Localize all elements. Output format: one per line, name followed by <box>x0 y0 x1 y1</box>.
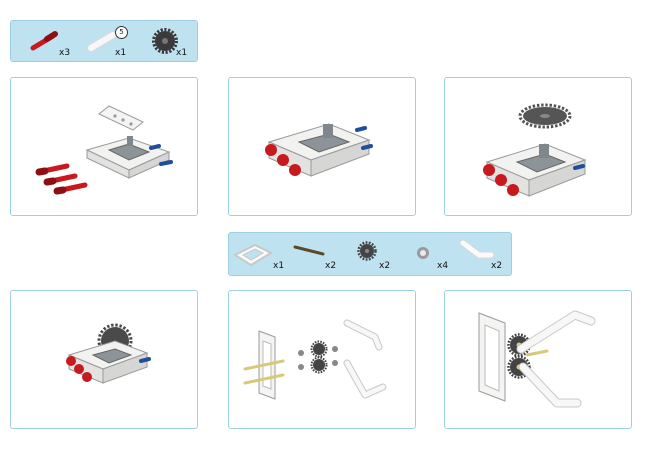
axle <box>527 351 547 355</box>
angled-beam-icon <box>463 243 491 255</box>
blue-pin <box>151 146 159 148</box>
parts-list-2 <box>228 232 512 276</box>
red-pins <box>39 166 85 191</box>
square-frame-icon <box>235 245 271 265</box>
white-beam-icon <box>91 35 113 48</box>
gear-part <box>520 105 570 127</box>
blue-pin <box>141 359 149 361</box>
blue-pin <box>575 166 583 168</box>
step-3-illustration <box>445 78 631 215</box>
gear-icon <box>154 30 177 53</box>
blue-pin <box>161 162 171 164</box>
step-5-illustration <box>229 291 415 428</box>
parts-list-2-art <box>229 233 511 275</box>
small-gear-icon <box>359 243 376 260</box>
frame-part <box>87 136 169 178</box>
axle-icon <box>295 247 323 254</box>
angled-beams <box>347 323 383 395</box>
step-1-illustration <box>11 78 197 215</box>
blue-pin <box>357 128 365 130</box>
step-panel-1 <box>10 77 198 216</box>
length-badge: 5 <box>115 26 128 39</box>
qty-red-pin: x3 <box>59 48 71 58</box>
beam-part <box>99 106 143 130</box>
step-4-illustration <box>11 291 197 428</box>
qty-bushing: x4 <box>437 261 449 271</box>
step-panel-2 <box>228 77 416 216</box>
qty-axle: x2 <box>325 261 337 271</box>
step-2-illustration <box>229 78 415 215</box>
step-panel-4 <box>10 290 198 429</box>
blue-pin <box>363 146 371 148</box>
parts-list-1-art <box>11 21 197 61</box>
angled-beams <box>521 315 591 403</box>
qty-gear: x1 <box>176 48 188 58</box>
bushing-icon <box>417 247 429 259</box>
parts-list-1 <box>10 20 198 62</box>
small-gears <box>312 342 327 373</box>
step-panel-6 <box>444 290 632 429</box>
qty-angled-beam: x2 <box>491 261 503 271</box>
step-6-illustration <box>445 291 631 428</box>
square-frame-part <box>479 313 505 401</box>
step-panel-5 <box>228 290 416 429</box>
frame-part <box>269 124 369 176</box>
red-axle-pin-icon <box>33 34 55 48</box>
frame-part <box>69 341 147 383</box>
step-panel-3 <box>444 77 632 216</box>
qty-white-beam: x1 <box>115 48 127 58</box>
frame-part <box>487 144 585 196</box>
qty-square-frame: x1 <box>273 261 285 271</box>
qty-small-gear: x2 <box>379 261 391 271</box>
